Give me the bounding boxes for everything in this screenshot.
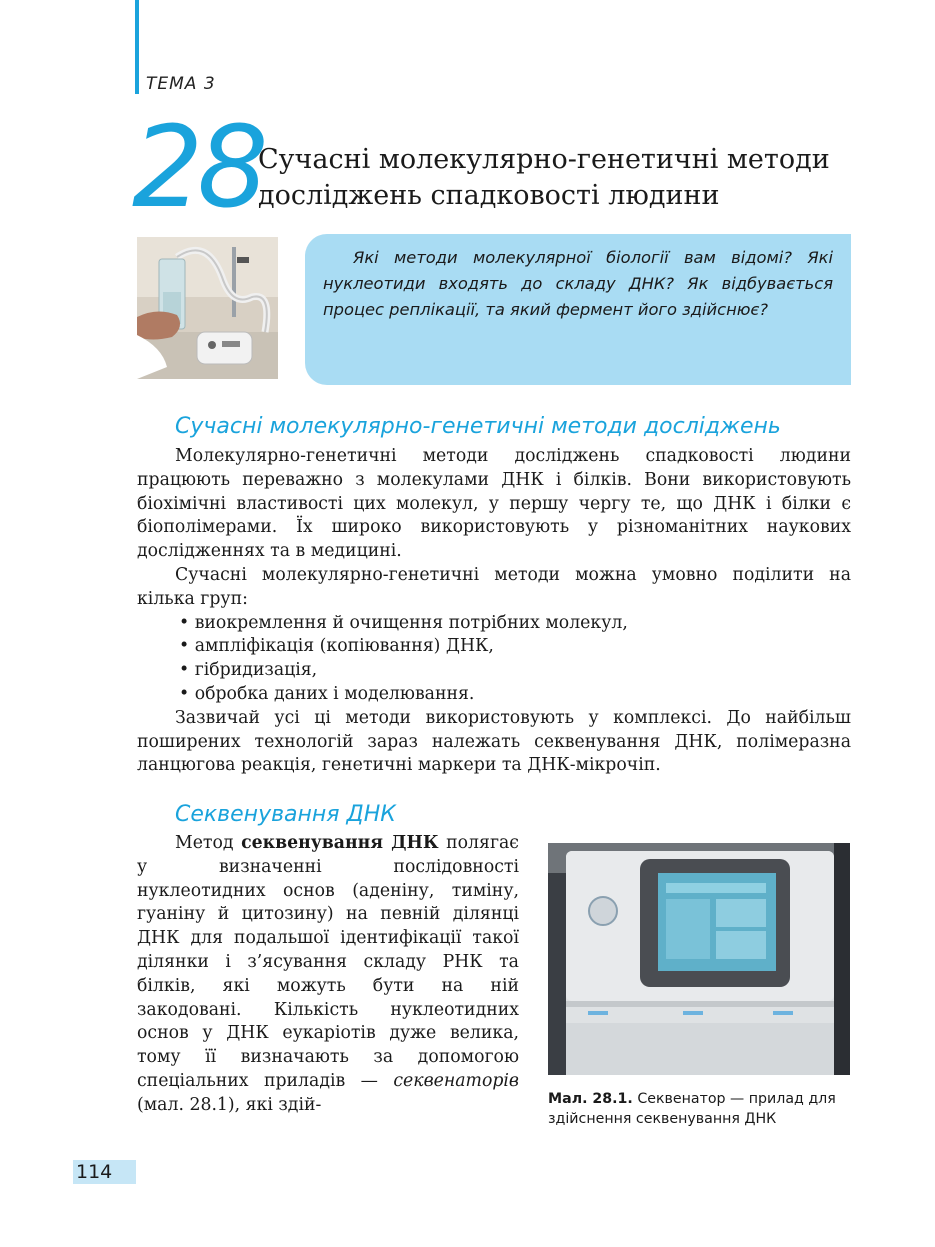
text-fragment: полягає у визначенні послідовності нуклеотидних основ (аденіну, тиміну, гуаніну й цитозину) на певній ділянці ДНК для подальшої ідентифікації такої ділянки і з’ясування складу РНК та білків, які можуть бути на ній закодовані. Кількість нуклеотидних основ у ДНК еукаріотів дуже велика, тому її визначають за допомогою спеціальних приладів —	[137, 833, 519, 1091]
text-fragment: Метод	[175, 833, 242, 853]
text-fragment: (мал. 28.1), які здій-	[137, 1094, 322, 1115]
page-number: 114	[73, 1160, 136, 1184]
figure-label: Мал. 28.1.	[548, 1091, 633, 1107]
intro-questions-box	[305, 234, 851, 385]
list-item: • виокремлення й очищення потрібних молекул,	[179, 612, 851, 636]
sequencing-section-body	[137, 832, 519, 1118]
figure-caption-text: Секвенатор — прилад для здійснення секвенування ДНК	[548, 1091, 836, 1127]
lesson-title: Сучасні молекулярно-генетичні методи досліджень спадковості людини	[258, 144, 830, 211]
paragraph: Молекулярно-генетичні методи досліджень спадковості людини працюють переважно з молекулами ДНК і білків. Вони використовують біохімічні властивості цих молекул, у першу чергу те, що ДНК і білки є біополімерами. Їх широко використовують у різноманітних наукових дослідженнях та в медицині.	[137, 446, 851, 562]
lesson-number: 28	[132, 103, 263, 233]
list-item: • обробка даних і моделювання.	[179, 683, 851, 707]
section-heading-methods: Сучасні молекулярно-генетичні методи досліджень	[175, 414, 781, 439]
list-item: • гібридизація,	[179, 659, 851, 683]
topic-accent-line	[135, 0, 139, 94]
paragraph: Сучасні молекулярно-генетичні методи можна умовно поділити на кілька груп:	[137, 564, 851, 609]
key-term: секвенування ДНК	[241, 833, 439, 853]
methods-section-body	[137, 445, 851, 778]
sequencer-photo	[548, 843, 850, 1075]
intro-questions-text: Які методи молекулярної біології вам відомі? Які нуклеотиди входять до складу ДНК? Як відбувається процес реплікації, та який фермент його здійснює?	[323, 248, 833, 319]
italic-term: секвенаторів	[393, 1070, 519, 1091]
method-groups-list	[137, 612, 851, 707]
section-heading-sequencing: Секвенування ДНК	[175, 802, 396, 827]
paragraph: Зазвичай усі ці методи використовують у комплексі. До найбільш поширених технологій зараз належать секвенування ДНК, полімеразна ланцюгова реакція, генетичні маркери та ДНК-мікрочіп.	[137, 707, 851, 776]
paragraph	[137, 832, 519, 1118]
list-item: • ампліфікація (копіювання) ДНК,	[179, 635, 851, 659]
lab-equipment-photo	[137, 237, 278, 379]
figure-caption	[548, 1089, 853, 1129]
topic-label: ТЕМА 3	[146, 74, 216, 94]
